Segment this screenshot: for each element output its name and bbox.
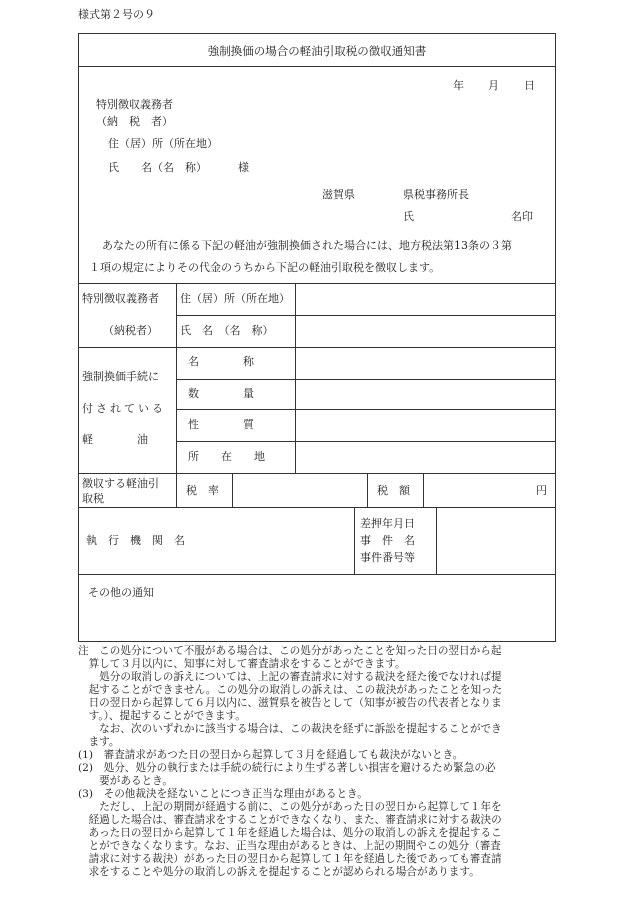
taxpayer-label: （納税者） bbox=[103, 324, 158, 337]
case-number-label: 事件番号等 bbox=[360, 551, 415, 564]
table-vline bbox=[436, 507, 437, 574]
addressee-address: 住（居）所（所在地） bbox=[108, 137, 218, 150]
oil-label-1: 強制換価手続に bbox=[82, 370, 159, 383]
note-line: ただし、上記の期間が経過する前に、この処分があった日の翌日から起算して１年を bbox=[78, 801, 502, 813]
body-text-line-1: あなたの所有に係る下記の軽油が強制換価された場合には、地方税法第13条の３第 bbox=[102, 239, 512, 252]
table-line bbox=[78, 473, 556, 474]
table-line bbox=[78, 507, 556, 508]
note-line: 注 この処分について不服がある場合は、この処分があったことを知った日の翌日から起 bbox=[78, 645, 502, 657]
table-line bbox=[176, 315, 556, 316]
addressee-honorific: 様 bbox=[238, 161, 249, 174]
oil-row-nature: 性 質 bbox=[188, 418, 254, 431]
table-vline bbox=[423, 473, 424, 507]
addressee-collector: 特別徴収義務者 bbox=[96, 98, 173, 111]
note-line: 処分の取消しの訴えについては、上記の審査請求に対する裁決を経た後でなければ提 bbox=[78, 671, 502, 683]
addressee-taxpayer: （納 税 者） bbox=[96, 115, 173, 128]
yen-unit: 円 bbox=[536, 484, 547, 497]
note-line: 求をすることや処分の取消しの訴えを提起することが認められる場合があります。 bbox=[78, 866, 480, 878]
note-line: 請求に対する裁決）があった日の翌日から起算して１年を経過した後であっても審査請 bbox=[78, 853, 502, 865]
name-label: 氏 名 （名 称） bbox=[180, 324, 274, 337]
note-line: 要があるとき。 bbox=[78, 775, 173, 787]
form-number: 様式第２号の９ bbox=[78, 8, 155, 21]
note-line: 経過した場合は、審査請求をすることができなくなり、また、審査請求に対する裁決の bbox=[78, 814, 502, 826]
oil-label-3: 軽 油 bbox=[82, 433, 148, 446]
date-day: 日 bbox=[524, 79, 535, 92]
oil-row-location: 所 在 地 bbox=[188, 450, 265, 463]
table-line bbox=[176, 441, 556, 442]
table-line bbox=[176, 409, 556, 410]
exec-label: 執 行 機 関 名 bbox=[86, 534, 185, 547]
table-line bbox=[176, 379, 556, 380]
table-top-line bbox=[78, 283, 556, 284]
collector-label: 特別徴収義務者 bbox=[82, 292, 159, 305]
rate-label: 税 率 bbox=[186, 484, 219, 497]
issuer-prefecture: 滋賀県 bbox=[322, 188, 355, 201]
note-line: 算して３月以内に、知事に対して審査請求をすることができます。 bbox=[78, 658, 406, 670]
address-label: 住（居）所（所在地） bbox=[180, 292, 290, 305]
oil-row-name: 名 称 bbox=[188, 355, 254, 368]
note-line: とができなくなります。なお、正当な理由があるときは、上記の期間やこの処分（審査 bbox=[78, 840, 501, 852]
issuer-office: 県税事務所長 bbox=[403, 188, 469, 201]
table-line bbox=[78, 347, 556, 348]
table-vline bbox=[176, 283, 177, 507]
note-line: (3) その他裁決を経ないことにつき正当な理由があるとき。 bbox=[78, 788, 368, 800]
seizure-date-label: 差押年月日 bbox=[360, 517, 415, 530]
note-line: 起することができません。この処分の取消しの訴えは、この裁決があったことを知った bbox=[78, 684, 503, 696]
issuer-name-label: 氏 bbox=[403, 210, 414, 223]
table-vline bbox=[354, 507, 355, 574]
tax-label-1: 徴収する軽油引 bbox=[82, 477, 159, 490]
note-line: 日の翌日から起算して６月以内に、滋賀県を被告として（知事が被告の代表者となりま bbox=[78, 697, 502, 709]
tax-label-2: 取税 bbox=[82, 492, 104, 505]
form-title: 強制換価の場合の軽油引取税の徴収通知書 bbox=[207, 44, 427, 58]
oil-label-2: 付されている bbox=[82, 402, 166, 415]
note-line: あった日の翌日から起算して１年を経過した場合は、処分の取消しの訴えを提起するこ bbox=[78, 827, 502, 839]
note-line: す。）、提起することができます。 bbox=[78, 710, 246, 722]
case-name-label: 事 件 名 bbox=[360, 534, 415, 547]
date-month: 月 bbox=[488, 79, 499, 92]
table-vline bbox=[367, 473, 368, 507]
oil-row-quantity: 数 量 bbox=[188, 387, 254, 400]
note-line: ます。 bbox=[78, 736, 120, 748]
table-vline bbox=[232, 473, 233, 507]
body-text-line-2: １項の規定によりその代金のうちから下記の軽油引取税を徴収します。 bbox=[89, 261, 441, 274]
note-line: なお、次のいずれかに該当する場合は、この裁決を経ずに訴訟を提起することができ bbox=[78, 723, 502, 735]
amount-label: 税 額 bbox=[377, 484, 410, 497]
note-line: (2) 処分、処分の執行または手続の続行により生ずる著しい損害を避けるため緊急の必 bbox=[78, 762, 496, 774]
note-line: (1) 審査請求があつた日の翌日から起算して３月を経過しても裁決がないとき。 bbox=[78, 749, 464, 761]
table-line bbox=[78, 574, 556, 575]
other-notice-label: その他の通知 bbox=[88, 586, 154, 599]
title-divider bbox=[78, 66, 556, 67]
issuer-seal: 名印 bbox=[511, 210, 533, 223]
table-vline bbox=[295, 283, 296, 473]
addressee-name: 氏 名（名 称） bbox=[108, 161, 207, 174]
date-year: 年 bbox=[453, 79, 464, 92]
notes bbox=[78, 645, 558, 879]
